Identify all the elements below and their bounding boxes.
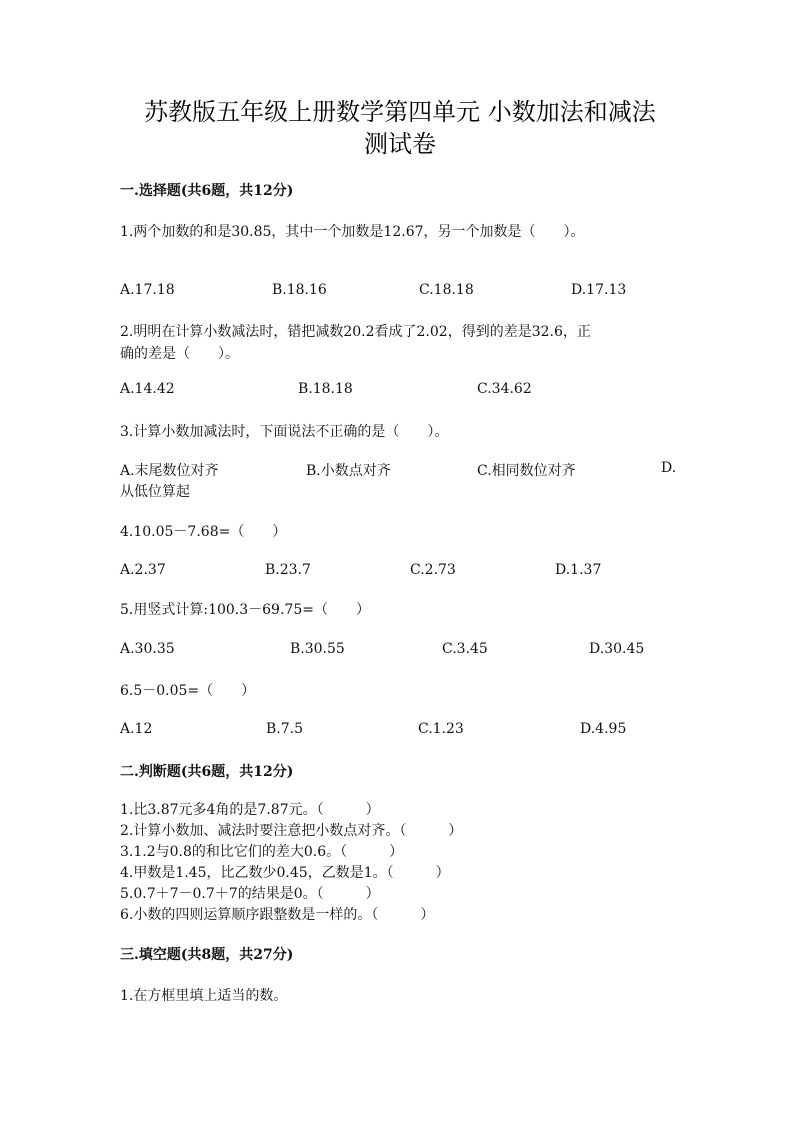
question-1-stem: 1.两个加数的和是30.85，其中一个加数是12.67，另一个加数是（ ）。 xyxy=(120,224,585,240)
q3-option-c: C.相同数位对齐 xyxy=(477,463,576,479)
question-6-stem: 6.5－0.05=（ ） xyxy=(120,683,256,699)
question-2-stem-line2: 确的差是（ ）。 xyxy=(120,346,239,362)
q2-option-a: A.14.42 xyxy=(120,381,175,397)
section-heading-choice: 一.选择题(共6题，共12分) xyxy=(120,183,294,199)
question-4-stem: 4.10.05－7.68=（ ） xyxy=(120,524,287,540)
q6-option-a: A.12 xyxy=(120,721,153,737)
q5-option-a: A.30.35 xyxy=(120,641,175,657)
q3-option-d: D. xyxy=(661,460,677,476)
q1-option-c: C.18.18 xyxy=(419,282,474,298)
question-2-stem-line1: 2.明明在计算小数减法时，错把减数20.2看成了2.02，得到的差是32.6，正 xyxy=(120,324,591,340)
section-heading-fill-in: 三.填空题(共8题，共27分) xyxy=(120,947,294,963)
q4-option-a: A.2.37 xyxy=(120,562,166,578)
q6-option-c: C.1.23 xyxy=(418,721,464,737)
q3-option-b: B.小数点对齐 xyxy=(306,463,391,479)
question-3-stem: 3.计算小数加减法时，下面说法不正确的是（ ）。 xyxy=(120,424,449,440)
q3-option-d-wrap: 从低位算起 xyxy=(120,484,190,500)
judgement-item-3: 3.1.2与0.8的和比它们的差大0.6。（ ） xyxy=(120,844,404,860)
q5-option-b: B.30.55 xyxy=(290,641,345,657)
fill-in-question-1: 1.在方框里填上适当的数。 xyxy=(120,988,288,1004)
q1-option-d: D.17.13 xyxy=(571,282,627,298)
q6-option-b: B.7.5 xyxy=(266,721,304,737)
q2-option-b: B.18.18 xyxy=(298,381,353,397)
page-title-line2: 测试卷 xyxy=(364,130,436,158)
judgement-item-1: 1.比3.87元多4角的是7.87元。（ ） xyxy=(120,802,380,818)
judgement-item-4: 4.甲数是1.45，比乙数少0.45，乙数是1。（ ） xyxy=(120,865,450,881)
judgement-item-6: 6.小数的四则运算顺序跟整数是一样的。（ ） xyxy=(120,907,435,923)
q2-option-c: C.34.62 xyxy=(477,381,532,397)
q4-option-c: C.2.73 xyxy=(410,562,456,578)
q5-option-c: C.3.45 xyxy=(442,641,488,657)
section-heading-judgement: 二.判断题(共6题，共12分) xyxy=(120,764,294,780)
judgement-item-5: 5.0.7＋7－0.7＋7的结果是0。（ ） xyxy=(120,886,380,902)
q6-option-d: D.4.95 xyxy=(580,721,627,737)
question-5-stem: 5.用竖式计算:100.3－69.75=（ ） xyxy=(120,602,370,618)
page-title-line1: 苏教版五年级上册数学第四单元 小数加法和减法 xyxy=(144,98,656,126)
q1-option-a: A.17.18 xyxy=(120,282,175,298)
q3-option-a: A.末尾数位对齐 xyxy=(120,463,219,479)
q5-option-d: D.30.45 xyxy=(589,641,645,657)
q4-option-d: D.1.37 xyxy=(555,562,602,578)
judgement-item-2: 2.计算小数加、减法时要注意把小数点对齐。（ ） xyxy=(120,823,463,839)
q1-option-b: B.18.16 xyxy=(272,282,327,298)
q4-option-b: B.23.7 xyxy=(265,562,311,578)
